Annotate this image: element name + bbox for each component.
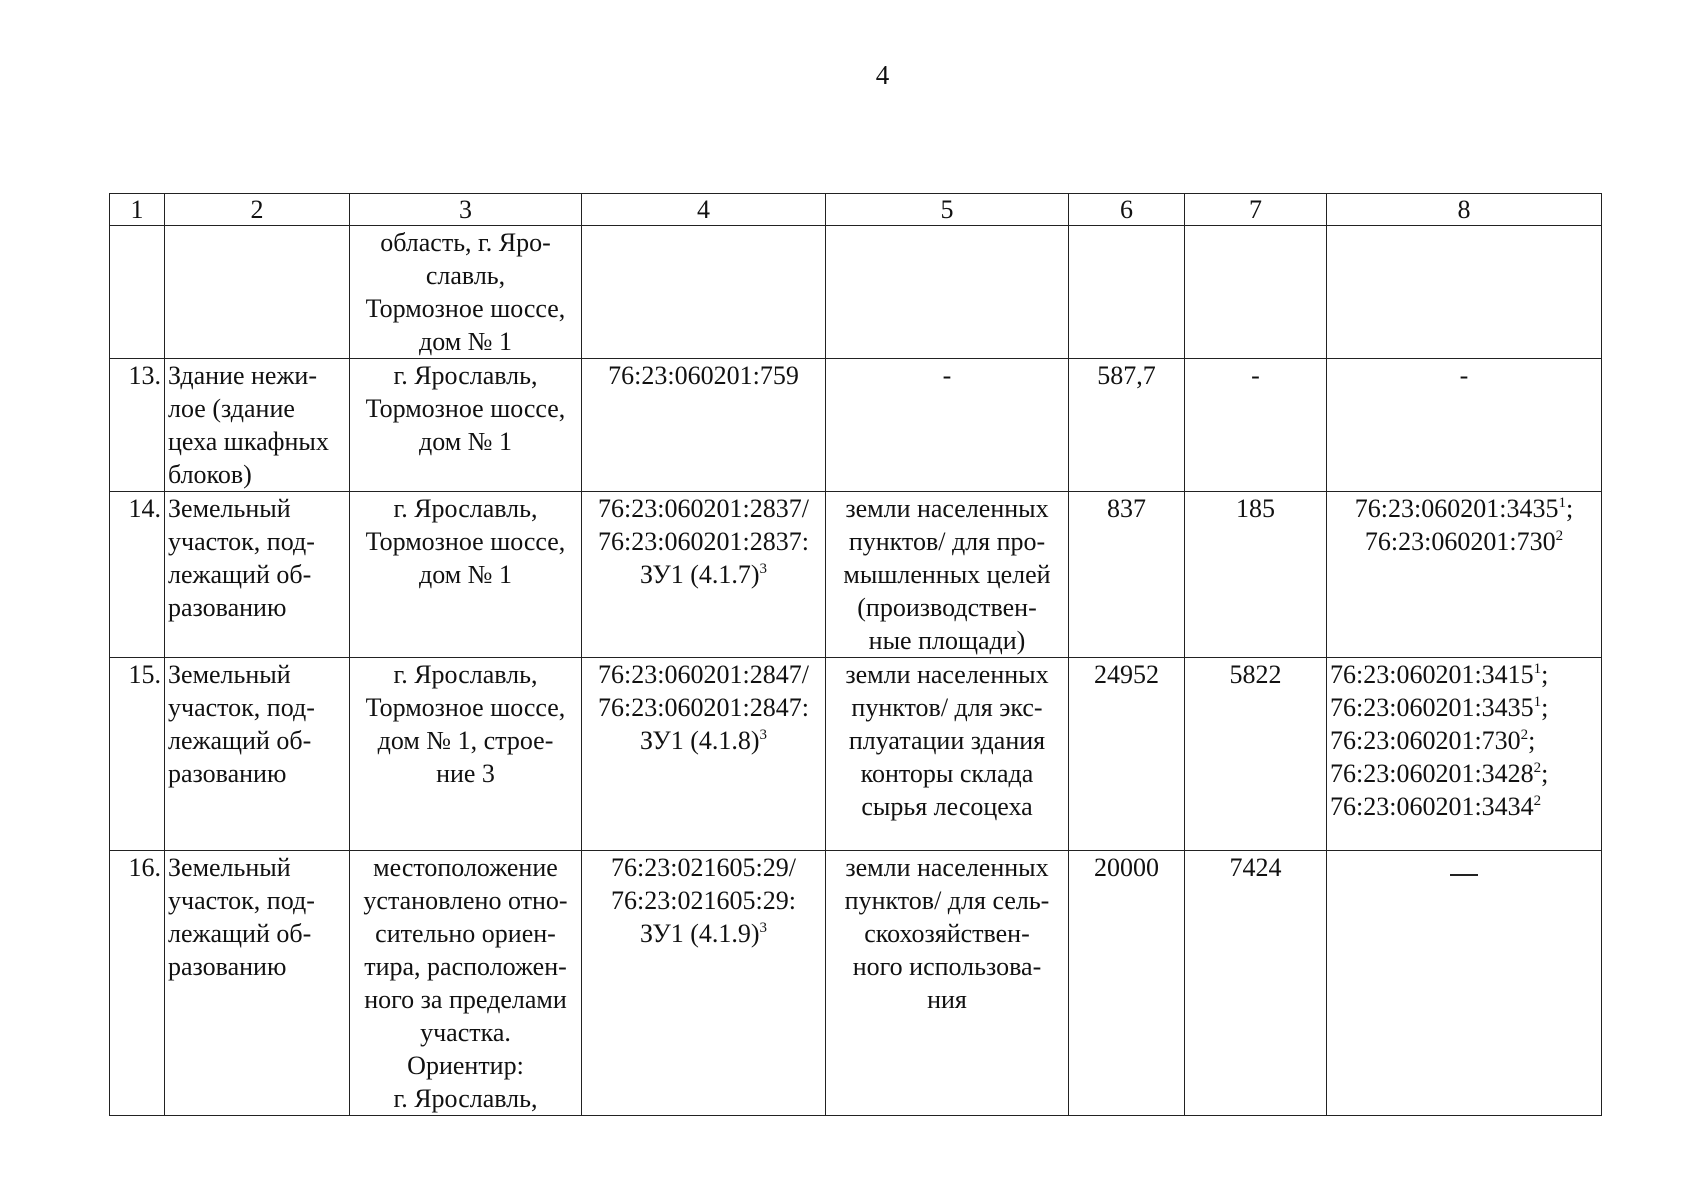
object-name-cell [165,658,350,851]
object-name-cell [165,492,350,658]
cell-line [829,359,1065,392]
address-cell [350,658,582,851]
land-category-cell [826,492,1069,658]
cell-line [353,884,578,917]
address-cell [350,226,582,359]
cell-line [168,558,346,591]
cell-line [585,724,822,757]
related-object-text: 76:23:060201:730 [1330,726,1521,755]
related-object-text: - [1459,361,1469,390]
cell-line [585,851,822,884]
cell-line [168,658,346,691]
footnote-marker: 2 [1533,760,1542,776]
cell-line [353,226,578,259]
table-header-row [110,194,1602,226]
cell-line-text: пунктов/ для экс- [851,693,1043,722]
cell-line-text: разованию [168,952,287,981]
table-row [110,851,1602,1116]
cadastral-number-cell [582,359,826,492]
cell-line-text: славль, [425,261,506,290]
cell-line-text: Ориентир: [407,1051,524,1080]
footnote-marker: 1 [1558,495,1566,511]
footnote-marker: 3 [759,561,768,577]
cell-line [829,950,1065,983]
cell-line-text: - [942,361,952,390]
cell-line-text: 76:23:060201:2847/ [598,660,809,689]
cell-line [353,757,578,790]
cell-line [353,917,578,950]
cell-line [829,790,1065,823]
cell-line [353,525,578,558]
cell-line [829,558,1065,591]
row-number-cell [110,226,165,359]
land-category-cell [826,658,1069,851]
footnote-marker: 3 [759,727,768,743]
cell-line [829,757,1065,790]
related-object [1330,359,1598,392]
related-object-text: 76:23:060201:3435 [1330,693,1534,722]
cell-line-text: 76:23:060201:759 [608,361,799,390]
related-object-text: 76:23:060201:3415 [1330,660,1534,689]
related-objects-cell [1327,851,1602,1116]
cell-line [829,884,1065,917]
cell-line-text: г. Ярославль, [393,361,538,390]
cell-line-text: участка. [420,1018,511,1047]
land-category-cell [826,226,1069,359]
related-object [1330,658,1598,691]
cell-line [168,724,346,757]
cell-line-text: разованию [168,759,287,788]
cell-line-text: г. Ярославль, [393,494,538,523]
cadastral-number-cell [582,851,826,1116]
cell-line-text: участок, под- [168,886,315,915]
cell-line [829,983,1065,1016]
cell-line-text: лое (здание [168,394,295,423]
related-object [1330,525,1598,558]
column-7-cell: 5822 [1185,658,1327,851]
column-7-cell [1185,226,1327,359]
cell-line-text: ные площади) [868,626,1026,655]
row-number-cell: 13. [110,359,165,492]
cell-line [353,359,578,392]
cell-line [353,392,578,425]
cell-line-text: плуатации здания [848,726,1046,755]
cell-line [168,691,346,724]
row-number-cell: 15. [110,658,165,851]
cell-line-text: область, г. Яро- [380,228,551,257]
table-row [110,658,1602,851]
land-category-cell [826,359,1069,492]
object-name-cell [165,359,350,492]
cell-line-text: Здание нежи- [168,361,318,390]
cell-line-text: ния [927,985,967,1014]
page-number: 4 [875,60,890,90]
cell-line [829,492,1065,525]
cell-line-text: г. Ярославль, [393,1084,538,1113]
related-object-text: 76:23:060201:730 [1364,527,1556,556]
cell-line-text: (производствен- [857,593,1037,622]
cell-line [353,1016,578,1049]
cell-line-text: Земельный [168,853,291,882]
cell-line [585,359,822,392]
object-name-cell [165,851,350,1116]
cell-line [168,884,346,917]
related-objects-cell [1327,359,1602,492]
related-object-text: 76:23:060201:3434 [1330,792,1534,821]
header-cell-8: 8 [1327,194,1602,226]
area-cell: 587,7 [1069,359,1185,492]
footnote-marker: 1 [1533,694,1542,710]
footnote-marker: 2 [1520,727,1529,743]
cell-line [353,658,578,691]
cell-line [585,917,822,950]
cell-line [168,359,346,392]
related-object [1330,691,1598,724]
cell-line-text: дом № 1, строе- [377,726,554,755]
cell-line [168,950,346,983]
related-object-text: 76:23:060201:3428 [1330,759,1534,788]
cell-line-text: 76:23:021605:29: [611,886,796,915]
cell-line-text: дом № 1 [419,560,512,589]
header-cell-3: 3 [350,194,582,226]
cadastral-number-cell [582,226,826,359]
table-row [110,492,1602,658]
cell-line-text: 76:23:060201:2837: [598,527,809,556]
land-category-cell [826,851,1069,1116]
cell-line [585,691,822,724]
cell-line [168,392,346,425]
cell-line-text: 76:23:021605:29/ [611,853,796,882]
cell-line-text: мышленных целей [843,560,1051,589]
cell-line [168,458,346,491]
related-objects-cell [1327,658,1602,851]
cell-line-text: Тормозное шоссе, [365,693,566,722]
cell-line [829,917,1065,950]
cell-line [168,492,346,525]
cell-line [829,525,1065,558]
address-cell [350,359,582,492]
cell-line-text: дом № 1 [419,427,512,456]
cell-line-text: лежащий об- [168,726,312,755]
row-number-cell: 14. [110,492,165,658]
cell-line-text: конторы склада [860,759,1034,788]
cell-line-text: сырья лесоцеха [861,792,1033,821]
cell-line-text: земли населенных [845,853,1049,882]
header-cell-4: 4 [582,194,826,226]
cell-line [353,492,578,525]
cell-line-text: земли населенных [845,660,1049,689]
cell-line-text: установлено отно- [363,886,568,915]
cell-line-text: лежащий об- [168,560,312,589]
cell-line-text: Тормозное шоссе, [365,527,566,556]
cell-line-text: пунктов/ для про- [848,527,1046,556]
cell-line [585,884,822,917]
cadastral-number-cell [582,658,826,851]
cell-line-text: участок, под- [168,527,315,556]
header-cell-7: 7 [1185,194,1327,226]
cell-line-text: участок, под- [168,693,315,722]
cell-line-text: ЗУ1 (4.1.7) [639,560,760,589]
address-cell [350,851,582,1116]
cell-line [353,950,578,983]
cell-line [168,425,346,458]
cell-line [829,851,1065,884]
cell-line-text: Тормозное шоссе, [365,294,566,323]
cell-line-text: скохозяйствен- [864,919,1030,948]
column-7-cell: 7424 [1185,851,1327,1116]
cell-line-text: Земельный [168,660,291,689]
cell-line-text: ние 3 [436,759,495,788]
table-row [110,226,1602,359]
footnote-marker: 3 [759,920,768,936]
cell-line-text: Земельный [168,494,291,523]
cell-line-text: местоположение [373,853,558,882]
cell-line-text: 76:23:060201:2837/ [598,494,809,523]
cell-line [829,691,1065,724]
header-cell-1: 1 [110,194,165,226]
area-cell: 20000 [1069,851,1185,1116]
cell-line [829,591,1065,624]
footnote-marker: 2 [1533,793,1542,809]
cell-line-text: сительно ориен- [375,919,556,948]
cadastral-number-cell [582,492,826,658]
cell-line [353,259,578,292]
cell-line [829,724,1065,757]
cell-line [353,292,578,325]
header-cell-2: 2 [165,194,350,226]
separator: ; [1565,494,1574,523]
related-object [1330,757,1598,790]
cell-line [829,624,1065,657]
cell-line [829,658,1065,691]
column-7-cell: - [1185,359,1327,492]
cell-line [353,558,578,591]
footnote-marker: 1 [1533,661,1542,677]
cell-line [353,1049,578,1082]
cell-line [585,658,822,691]
cell-line [585,525,822,558]
area-cell: 837 [1069,492,1185,658]
column-7-cell: 185 [1185,492,1327,658]
cell-line [353,983,578,1016]
table-row [110,359,1602,492]
header-cell-5: 5 [826,194,1069,226]
cell-line-text: цеха шкафных [168,427,329,456]
cell-line [168,757,346,790]
cell-line [353,724,578,757]
cell-line-text: блоков) [168,460,252,489]
related-objects-cell [1327,226,1602,359]
cell-line [585,558,822,591]
cell-line-text: ЗУ1 (4.1.8) [639,726,760,755]
cell-line [585,492,822,525]
cell-line [353,851,578,884]
cell-line [353,1082,578,1115]
cell-line-text: ного за пределами [364,985,567,1014]
related-object-text: 76:23:060201:3435 [1354,494,1559,523]
cell-line [353,425,578,458]
area-cell [1069,226,1185,359]
separator: ; [1541,759,1549,788]
cell-line-text: ного использова- [852,952,1042,981]
cell-line-text: лежащий об- [168,919,312,948]
header-cell-6: 6 [1069,194,1185,226]
cell-line-text: ЗУ1 (4.1.9) [639,919,760,948]
related-object [1330,851,1598,884]
cell-line-text: разованию [168,593,287,622]
cell-line-text: Тормозное шоссе, [365,394,566,423]
related-objects-cell [1327,492,1602,658]
separator: ; [1541,660,1549,689]
land-registry-table [109,193,1602,1116]
cell-line [168,525,346,558]
object-name-cell [165,226,350,359]
related-object [1330,790,1598,823]
cell-line-text: земли населенных [845,494,1049,523]
related-object [1330,492,1598,525]
cell-line-text: дом № 1 [419,327,512,356]
footnote-marker: 2 [1555,528,1564,544]
row-number-cell: 16. [110,851,165,1116]
cell-line [168,917,346,950]
separator: ; [1528,726,1536,755]
long-dash [1450,874,1478,876]
separator: ; [1541,693,1549,722]
cell-line-text: пунктов/ для сель- [844,886,1050,915]
cell-line [168,591,346,624]
area-cell: 24952 [1069,658,1185,851]
cell-line [353,691,578,724]
cell-line [353,325,578,358]
cell-line [168,851,346,884]
cell-line-text: тира, расположен- [364,952,567,981]
cell-line-text: г. Ярославль, [393,660,538,689]
cell-line-text: 76:23:060201:2847: [598,693,809,722]
related-object [1330,724,1598,757]
address-cell [350,492,582,658]
